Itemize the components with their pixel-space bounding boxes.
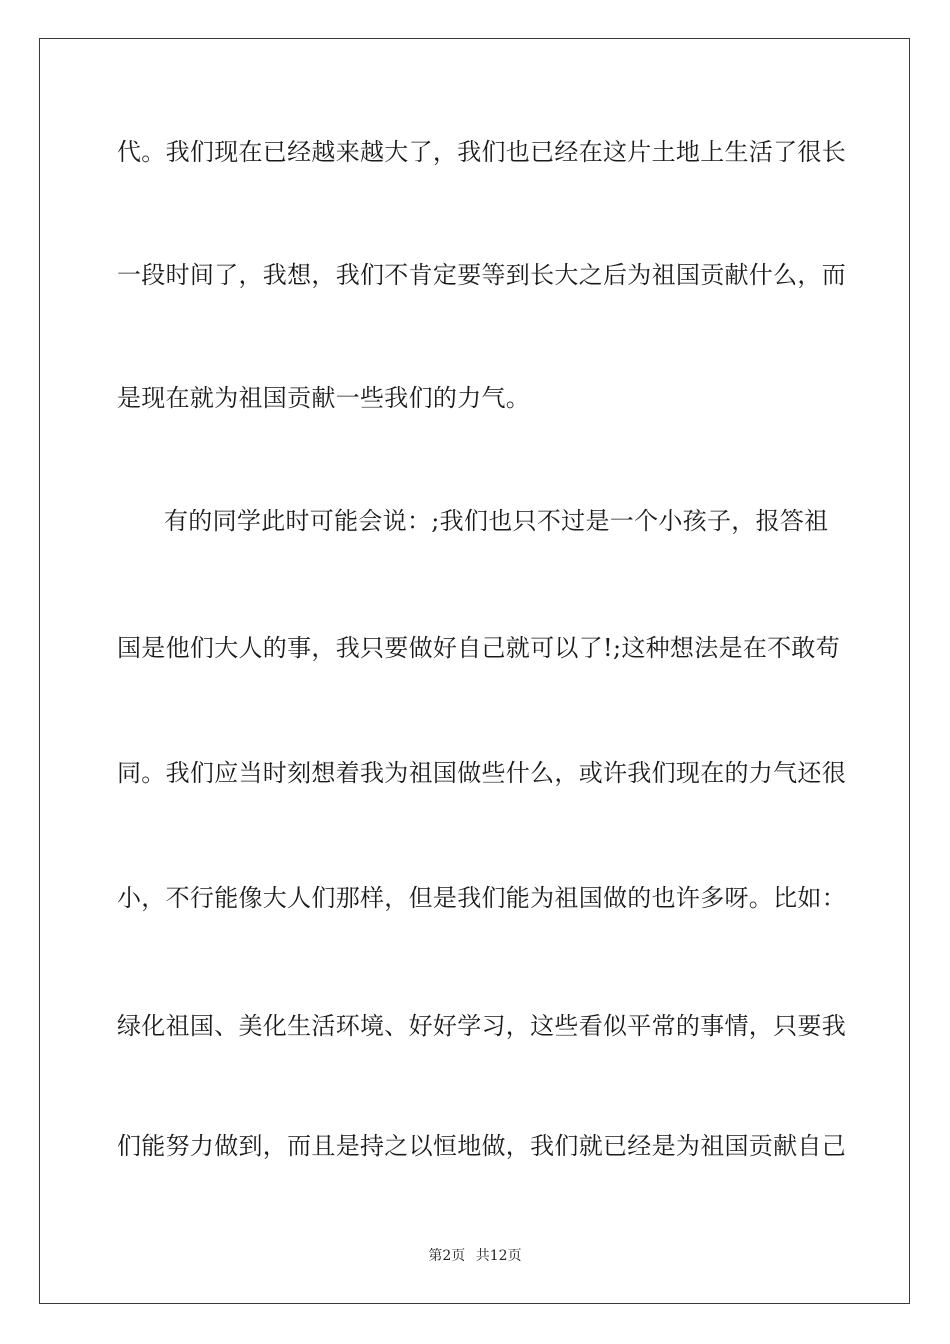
current-page-number: 第2页 xyxy=(428,1248,466,1264)
paragraph-start-line: 有的同学此时可能会说：;我们也只不过是一个小孩子，报答祖 xyxy=(164,507,829,535)
text-line: 小，不行能像大人们那样，但是我们能为祖国做的也许多呀。比如： xyxy=(117,884,846,912)
text-line: 国是他们大人的事，我只要做好自己就可以了!;这种想法是在不敢苟 xyxy=(117,634,841,662)
text-line: 是现在就为祖国贡献一些我们的力气。 xyxy=(117,384,531,412)
text-line: 同。我们应当时刻想着我为祖国做些什么，或许我们现在的力气还很 xyxy=(117,759,846,787)
total-page-count: 共12页 xyxy=(475,1248,522,1264)
text-line: 们能努力做到，而且是持之以恒地做，我们就已经是为祖国贡献自己 xyxy=(117,1132,846,1160)
text-line: 绿化祖国、美化生活环境、好好学习，这些看似平常的事情，只要我 xyxy=(117,1012,846,1040)
page-footer xyxy=(0,1246,950,1266)
page-border xyxy=(39,38,910,1304)
text-line: 一段时间了，我想，我们不肯定要等到长大之后为祖国贡献什么，而 xyxy=(117,261,846,289)
text-line: 代。我们现在已经越来越大了，我们也已经在这片土地上生活了很长 xyxy=(117,138,846,166)
